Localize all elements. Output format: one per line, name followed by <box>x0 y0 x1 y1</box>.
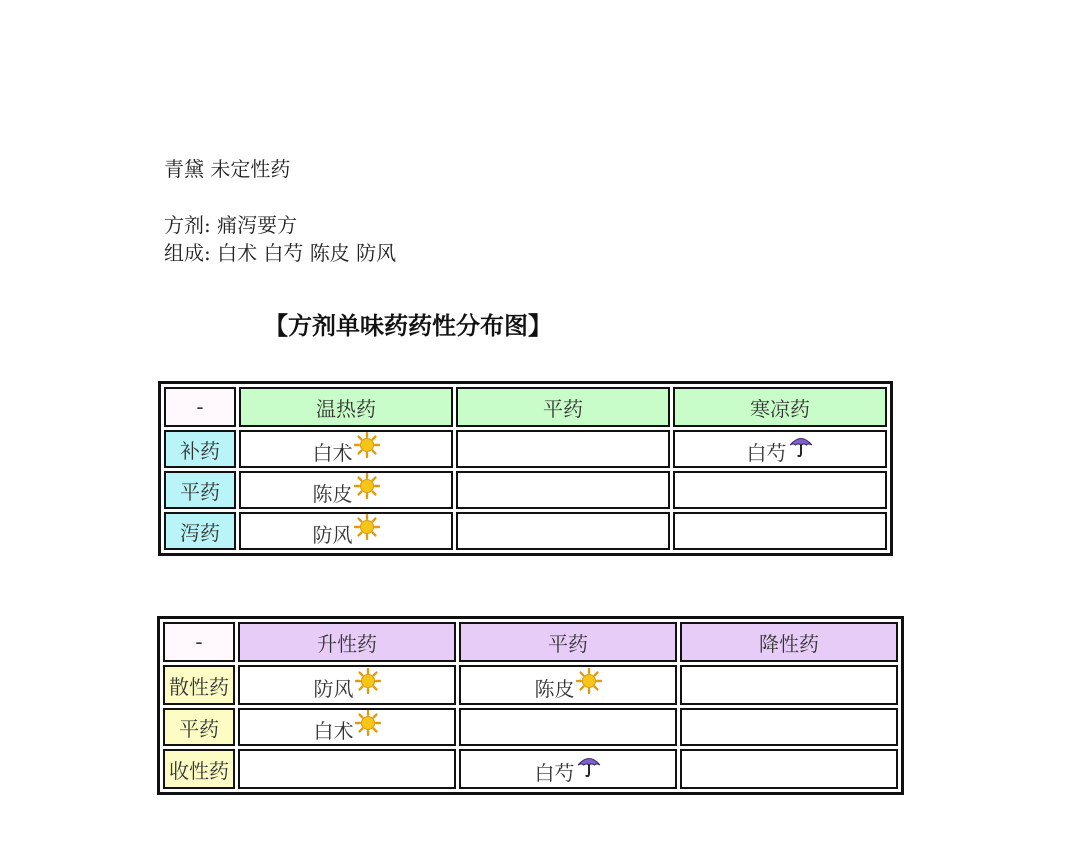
table1-cell <box>456 512 670 550</box>
table2-cell <box>459 665 677 705</box>
sun-icon <box>354 514 380 540</box>
herb-entry <box>313 515 380 548</box>
table-row <box>163 665 898 705</box>
table2-cell <box>238 749 456 789</box>
table2-col-header: 降性药 <box>680 622 898 662</box>
table2-cell <box>459 708 677 746</box>
table2-cell <box>680 749 898 789</box>
sun-icon <box>355 710 381 736</box>
table2-row-header: 收性药 <box>163 749 235 789</box>
herb-status-line: 青黛 未定性药 <box>164 157 291 181</box>
ascend-descend-disperse-astringe-table <box>157 616 904 795</box>
table2-row-header: 散性药 <box>163 665 235 705</box>
table-row <box>164 471 887 509</box>
herb-entry <box>535 669 602 702</box>
sun-icon <box>354 473 380 499</box>
herb-name: 陈皮 <box>312 481 353 506</box>
sun-icon <box>355 668 381 694</box>
table2-col-header: 升性药 <box>238 622 456 662</box>
table1-cell <box>673 471 887 509</box>
herb-entry <box>747 433 814 466</box>
table1-col-header: 温热药 <box>239 387 453 427</box>
table1-row-header: 补药 <box>164 430 236 468</box>
herb-name: 白术 <box>312 440 353 465</box>
composition-line: 组成: 白术 白芍 陈皮 防风 <box>164 241 397 265</box>
herb-entry <box>535 753 602 786</box>
formula-name-line: 方剂: 痛泻要方 <box>164 213 298 237</box>
table1-cell <box>239 512 453 550</box>
table1-cell <box>673 512 887 550</box>
sun-icon <box>354 432 380 458</box>
herb-entry <box>314 711 381 744</box>
herb-name: 白术 <box>313 718 354 743</box>
table-row <box>164 430 887 468</box>
table1-row-header: 平药 <box>164 471 236 509</box>
umbrella-icon <box>576 752 602 778</box>
table2-cell <box>459 749 677 789</box>
table2-corner: - <box>163 622 235 662</box>
table1-row-header: 泻药 <box>164 512 236 550</box>
herb-name: 防风 <box>312 522 353 547</box>
table1-cell <box>239 471 453 509</box>
herb-entry <box>313 433 380 466</box>
herb-name: 白芍 <box>534 760 575 785</box>
table1-col-header: 平药 <box>456 387 670 427</box>
table1-corner: - <box>164 387 236 427</box>
warm-cold-tonic-purge-table <box>158 381 893 556</box>
herb-name: 陈皮 <box>534 676 575 701</box>
table-row <box>164 512 887 550</box>
table2-cell <box>238 665 456 705</box>
table1-cell <box>456 430 670 468</box>
table2-cell <box>238 708 456 746</box>
table1-col-header: 寒凉药 <box>673 387 887 427</box>
herb-name: 防风 <box>313 676 354 701</box>
table1-cell <box>456 471 670 509</box>
umbrella-icon <box>788 432 814 458</box>
sun-icon <box>576 668 602 694</box>
herb-entry <box>313 474 380 507</box>
table-row <box>163 749 898 789</box>
table-row <box>163 708 898 746</box>
herb-name: 白芍 <box>746 440 787 465</box>
table1-cell <box>239 430 453 468</box>
table2-row-header: 平药 <box>163 708 235 746</box>
herb-entry <box>314 669 381 702</box>
table1-cell <box>673 430 887 468</box>
table2-cell <box>680 708 898 746</box>
table2-col-header: 平药 <box>459 622 677 662</box>
table2-cell <box>680 665 898 705</box>
chart-title: 【方剂单味药药性分布图】 <box>264 311 552 340</box>
